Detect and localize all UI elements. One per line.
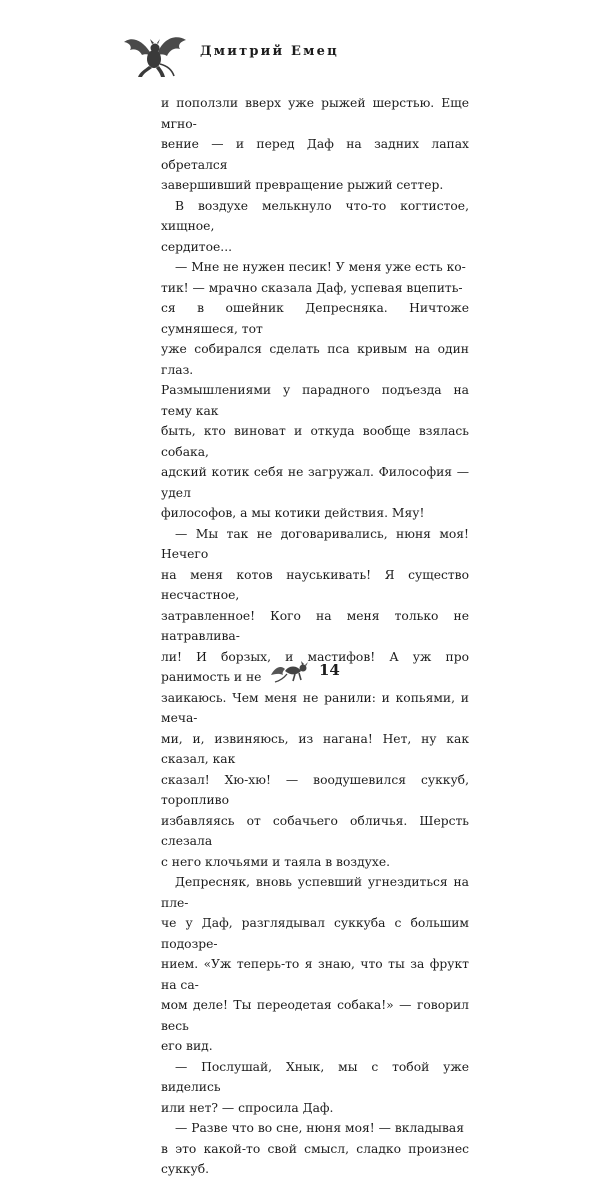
text-line: ли! И борзых, и мастифов! А уж про ранимость и не xyxy=(161,649,469,684)
text-line: че у Даф, разглядывал суккуба с большим подозре- xyxy=(161,916,469,951)
text-line: тик! — мрачно сказала Даф, успевая вцепить- xyxy=(161,280,463,295)
text-line: ся в ошейник Депресняка. Ничтоже сумняшеся, тот xyxy=(161,301,469,336)
text-line: или нет? — спросила Даф. xyxy=(161,1100,334,1115)
text-line: избавляясь от собачьего обличья. Шерсть слезала xyxy=(161,813,469,848)
text-line: вение — и перед Даф на задних лапах обретался xyxy=(161,137,469,172)
text-line: — Мне не нужен песик! У меня уже есть ко- xyxy=(175,260,466,274)
text-line: на меня котов науськивать! Я существо несчастное, xyxy=(161,567,469,602)
text-line: уже собирался сделать пса кривым на один глаз. xyxy=(161,342,469,377)
text-line: быть, кто виноват и откуда вообще взялась собака, xyxy=(161,424,469,459)
text-line: затравленное! Кого на меня только не натравлива- xyxy=(161,608,469,643)
text-line: сердитое... xyxy=(161,239,233,254)
text-line: в это какой-то свой смысл, сладко произнес суккуб. xyxy=(161,1141,469,1176)
text-line: мом деле! Ты переодетая собака!» — говорил весь xyxy=(161,998,469,1033)
imp-ornament-icon xyxy=(267,657,315,685)
text-line: — Мы так не договаривались, нюня моя! Нечего xyxy=(161,526,469,561)
text-line: заикаюсь. Чем меня не ранили: и копьями, и меча- xyxy=(161,690,469,725)
gargoyle-icon xyxy=(122,30,192,80)
text-line: адский котик себя не загружал. Философия — удел xyxy=(161,465,469,500)
text-line: философов, а мы котики действия. Мяу! xyxy=(161,506,425,520)
page-number: 14 xyxy=(319,661,340,679)
page-header xyxy=(122,30,482,80)
text-line: с него клочьями и таяла в воздухе. xyxy=(161,854,391,869)
text-line: В воздухе мелькнуло что-то когтистое, хищное, xyxy=(161,198,469,233)
text-line: — Послушай, Хнык, мы с тобой уже виделись xyxy=(161,1059,469,1094)
text-line: Депресняк, вновь успевший угнездиться на пле- xyxy=(161,875,469,910)
text-line: ми, и, извиняюсь, из нагана! Нет, ну как сказал, как xyxy=(161,731,469,766)
body-text xyxy=(161,93,469,1180)
text-line: нием. «Уж теперь-то я знаю, что ты за фрукт на са- xyxy=(161,957,469,992)
text-line: сказал! Хю-хю! — воодушевился суккуб, торопливо xyxy=(161,772,469,807)
text-line: его вид. xyxy=(161,1039,213,1053)
text-line: и поползли вверх уже рыжей шерстью. Еще мгно- xyxy=(161,96,469,131)
text-line: завершивший превращение рыжий сеттер. xyxy=(161,178,444,192)
text-line: Размышлениями у парадного подъезда на тему как xyxy=(161,383,469,418)
author-name: Дмитрий Емец xyxy=(200,44,339,59)
text-line: — Разве что во сне, нюня моя! — вкладывая xyxy=(175,1121,464,1135)
